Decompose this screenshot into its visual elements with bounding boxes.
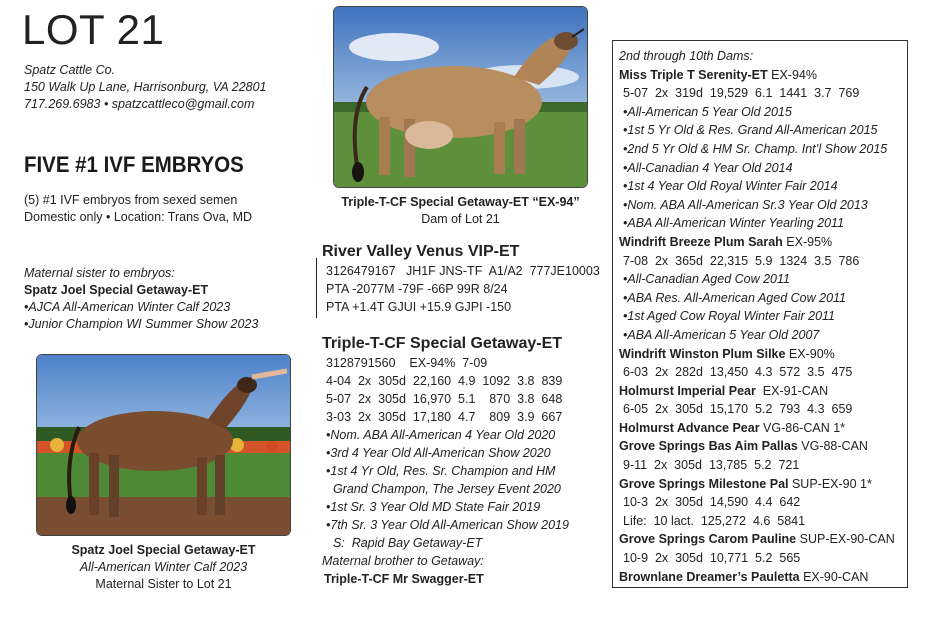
ancestor-record: 6-03 2x 282d 13,450 4.3 572 3.5 475: [623, 365, 853, 380]
ancestor-name-text: Grove Springs Carom Pauline: [619, 532, 797, 547]
ancestor-classification: SUP-EX-90-CAN: [796, 532, 895, 547]
dam-line: 5-07 2x 305d 16,970 5.1 870 3.8 648: [326, 392, 563, 406]
dam-line: 4-04 2x 305d 22,160 4.9 1092 3.8 839: [326, 374, 563, 388]
sire-line: PTA -2077M -79F -66P 99R 8/24: [326, 282, 508, 296]
sister-photo-caption: [36, 542, 291, 593]
ancestor-classification: VG-88-CAN: [797, 439, 868, 454]
ancestor-name-text: Grove Springs Milestone Pal: [619, 476, 789, 491]
ancestor-honor: •All-Canadian Aged Cow 2011: [623, 272, 790, 287]
dam-honor: •1st Sr. 3 Year Old MD State Fair 2019: [326, 500, 541, 514]
ancestor-record: 10-3 2x 305d 14,590 4.4 642: [623, 495, 801, 510]
maternal-sister-intro: Maternal sister to embryos:: [24, 266, 175, 280]
dam-caption-name: Triple-T-CF Special Getaway-ET “EX-94”: [341, 195, 580, 209]
dam-honor: Grand Champon, The Jersey Event 2020: [326, 482, 561, 496]
ancestor-honor: •All-American 5 Year Old 2015: [623, 104, 792, 119]
ancestor-name-text: Windrift Winston Plum Silke: [619, 346, 786, 361]
dam-sire: S: Rapid Bay Getaway-ET: [326, 536, 483, 550]
ancestor-classification: EX-90%: [785, 346, 835, 361]
ancestor-name-text: Holmurst Imperial Pear: [619, 383, 756, 398]
brother-name: Triple-T-CF Mr Swagger-ET: [324, 572, 484, 586]
ancestor-name: [619, 437, 901, 456]
ancestor-honor: •1st Aged Cow Royal Winter Fair 2011: [623, 309, 835, 324]
ancestor-name: [619, 233, 901, 252]
ancestor-name: [619, 530, 901, 549]
ancestor-name: [619, 568, 901, 587]
sister-caption-sub: All-American Winter Calf 2023: [79, 560, 248, 574]
dam-honor: •3rd 4 Year Old All-American Show 2020: [326, 446, 551, 460]
offer-details: [24, 192, 252, 226]
brother-intro: Maternal brother to Getaway:: [322, 554, 484, 568]
ancestor-honor: •2nd 5 Yr Old & HM Sr. Champ. Int’l Show 2015: [623, 141, 888, 156]
maternal-sister-honor: •Junior Champion WI Summer Show 2023: [24, 317, 259, 331]
ancestor-name: [619, 419, 901, 438]
offer-line-2: Domestic only • Location: Trans Ova, MD: [24, 210, 253, 224]
sister-caption-name: Spatz Joel Special Getaway-ET: [71, 543, 256, 557]
ancestor-record: 10-9 2x 305d 10,771 5.2 565: [623, 551, 801, 566]
ancestor-classification: EX-91-CAN: [755, 383, 829, 398]
dam-line: 3-03 2x 305d 17,180 4.7 809 3.9 667: [326, 410, 563, 424]
dams-box: [612, 40, 908, 588]
ancestor-classification: EX-95%: [782, 234, 833, 249]
lot-number: 21: [116, 6, 165, 53]
ancestor-honor: •ABA Res. All-American Aged Cow 2011: [623, 290, 846, 305]
ancestor-name: [619, 475, 901, 494]
dams-list: [619, 66, 901, 587]
consignor-info: [24, 62, 267, 113]
ancestor-record: 5-07 2x 319d 19,529 6.1 1441 3.7 769: [623, 86, 860, 101]
ancestor-honor: •1st 4 Year Old Royal Winter Fair 2014: [623, 179, 838, 194]
maternal-sister-honor: •AJCA All-American Winter Calf 2023: [24, 300, 231, 314]
dam-caption-sub: Dam of Lot 21: [421, 212, 500, 226]
ancestor-record: 7-08 2x 365d 22,315 5.9 1324 3.5 786: [623, 253, 860, 268]
sire-block: [322, 242, 612, 316]
ancestor-honor: •All-Canadian 4 Year Old 2014: [623, 160, 793, 175]
ancestor-name: [619, 66, 901, 85]
lot-prefix: LOT: [22, 6, 105, 53]
dam-line: 3128791560 EX-94% 7-09: [326, 356, 488, 370]
dam-honor: •7th Sr. 3 Year Old All-American Show 2019: [326, 518, 569, 532]
maternal-sister-section: [24, 265, 258, 333]
ancestor-honor: •ABA All-American Winter Yearling 2011: [623, 216, 845, 231]
pedigree-divider: [316, 258, 317, 318]
ancestor-name-text: Miss Triple T Serenity-ET: [619, 67, 768, 82]
offer-line-1: (5) #1 IVF embryos from sexed semen: [24, 193, 238, 207]
ancestor-record: 6-05 2x 305d 15,170 5.2 793 4.3 659: [623, 402, 853, 417]
dams-box-title: 2nd through 10th Dams:: [619, 49, 754, 63]
ancestor-classification: EX-94%: [767, 67, 817, 82]
ancestor-classification: VG-86-CAN 1*: [759, 420, 846, 435]
ancestor-honor: •1st 5 Yr Old & Res. Grand All-American 2015: [623, 123, 878, 138]
ancestor-name-text: Brownlane Dreamer’s Pauletta: [619, 569, 800, 584]
ancestor-honor: •Nom. ABA All-American Sr.3 Year Old 2013: [623, 197, 868, 212]
dam-honor: •1st 4 Yr Old, Res. Sr. Champion and HM: [326, 464, 556, 478]
consignor-address: 150 Walk Up Lane, Harrisonburg, VA 22801: [24, 80, 267, 94]
sire-name: River Valley Venus VIP-ET: [322, 243, 520, 260]
sire-line: 3126479167 JH1F JNS-TF A1/A2 777JE10003: [326, 264, 600, 278]
ancestor-name-text: Holmurst Advance Pear: [619, 420, 760, 435]
maternal-sister-name: Spatz Joel Special Getaway-ET: [24, 283, 209, 297]
lot-title: [22, 6, 164, 54]
sister-caption-sub2: Maternal Sister to Lot 21: [95, 577, 232, 591]
ancestor-record: Life: 10 lact. 125,272 4.6 5841: [623, 513, 806, 528]
consignor-name: Spatz Cattle Co.: [24, 63, 116, 77]
ancestor-name: [619, 345, 901, 364]
ancestor-honor: •ABA All-American 5 Year Old 2007: [623, 327, 820, 342]
sister-photo: [36, 354, 291, 536]
dam-honor: •Nom. ABA All-American 4 Year Old 2020: [326, 428, 556, 442]
ancestor-classification: EX-90-CAN: [799, 569, 869, 584]
ancestor-name-text: Grove Springs Bas Aim Pallas: [619, 439, 798, 454]
dam-photo: [333, 6, 588, 188]
dam-block: [322, 334, 612, 588]
ancestor-classification: SUP-EX-90 1*: [788, 476, 872, 491]
consignor-contact: 717.269.6983 • spatzcattleco@gmail.com: [24, 97, 255, 111]
ancestor-name: [619, 382, 901, 401]
sire-line: PTA +1.4T GJUI +15.9 GJPI -150: [326, 300, 512, 314]
headline: FIVE #1 IVF EMBRYOS: [24, 152, 244, 177]
dam-photo-caption: [333, 194, 588, 228]
dam-name: Triple-T-CF Special Getaway-ET: [322, 335, 563, 352]
ancestor-record: 9-11 2x 305d 13,785 5.2 721: [623, 458, 800, 473]
ancestor-name-text: Windrift Breeze Plum Sarah: [619, 234, 783, 249]
